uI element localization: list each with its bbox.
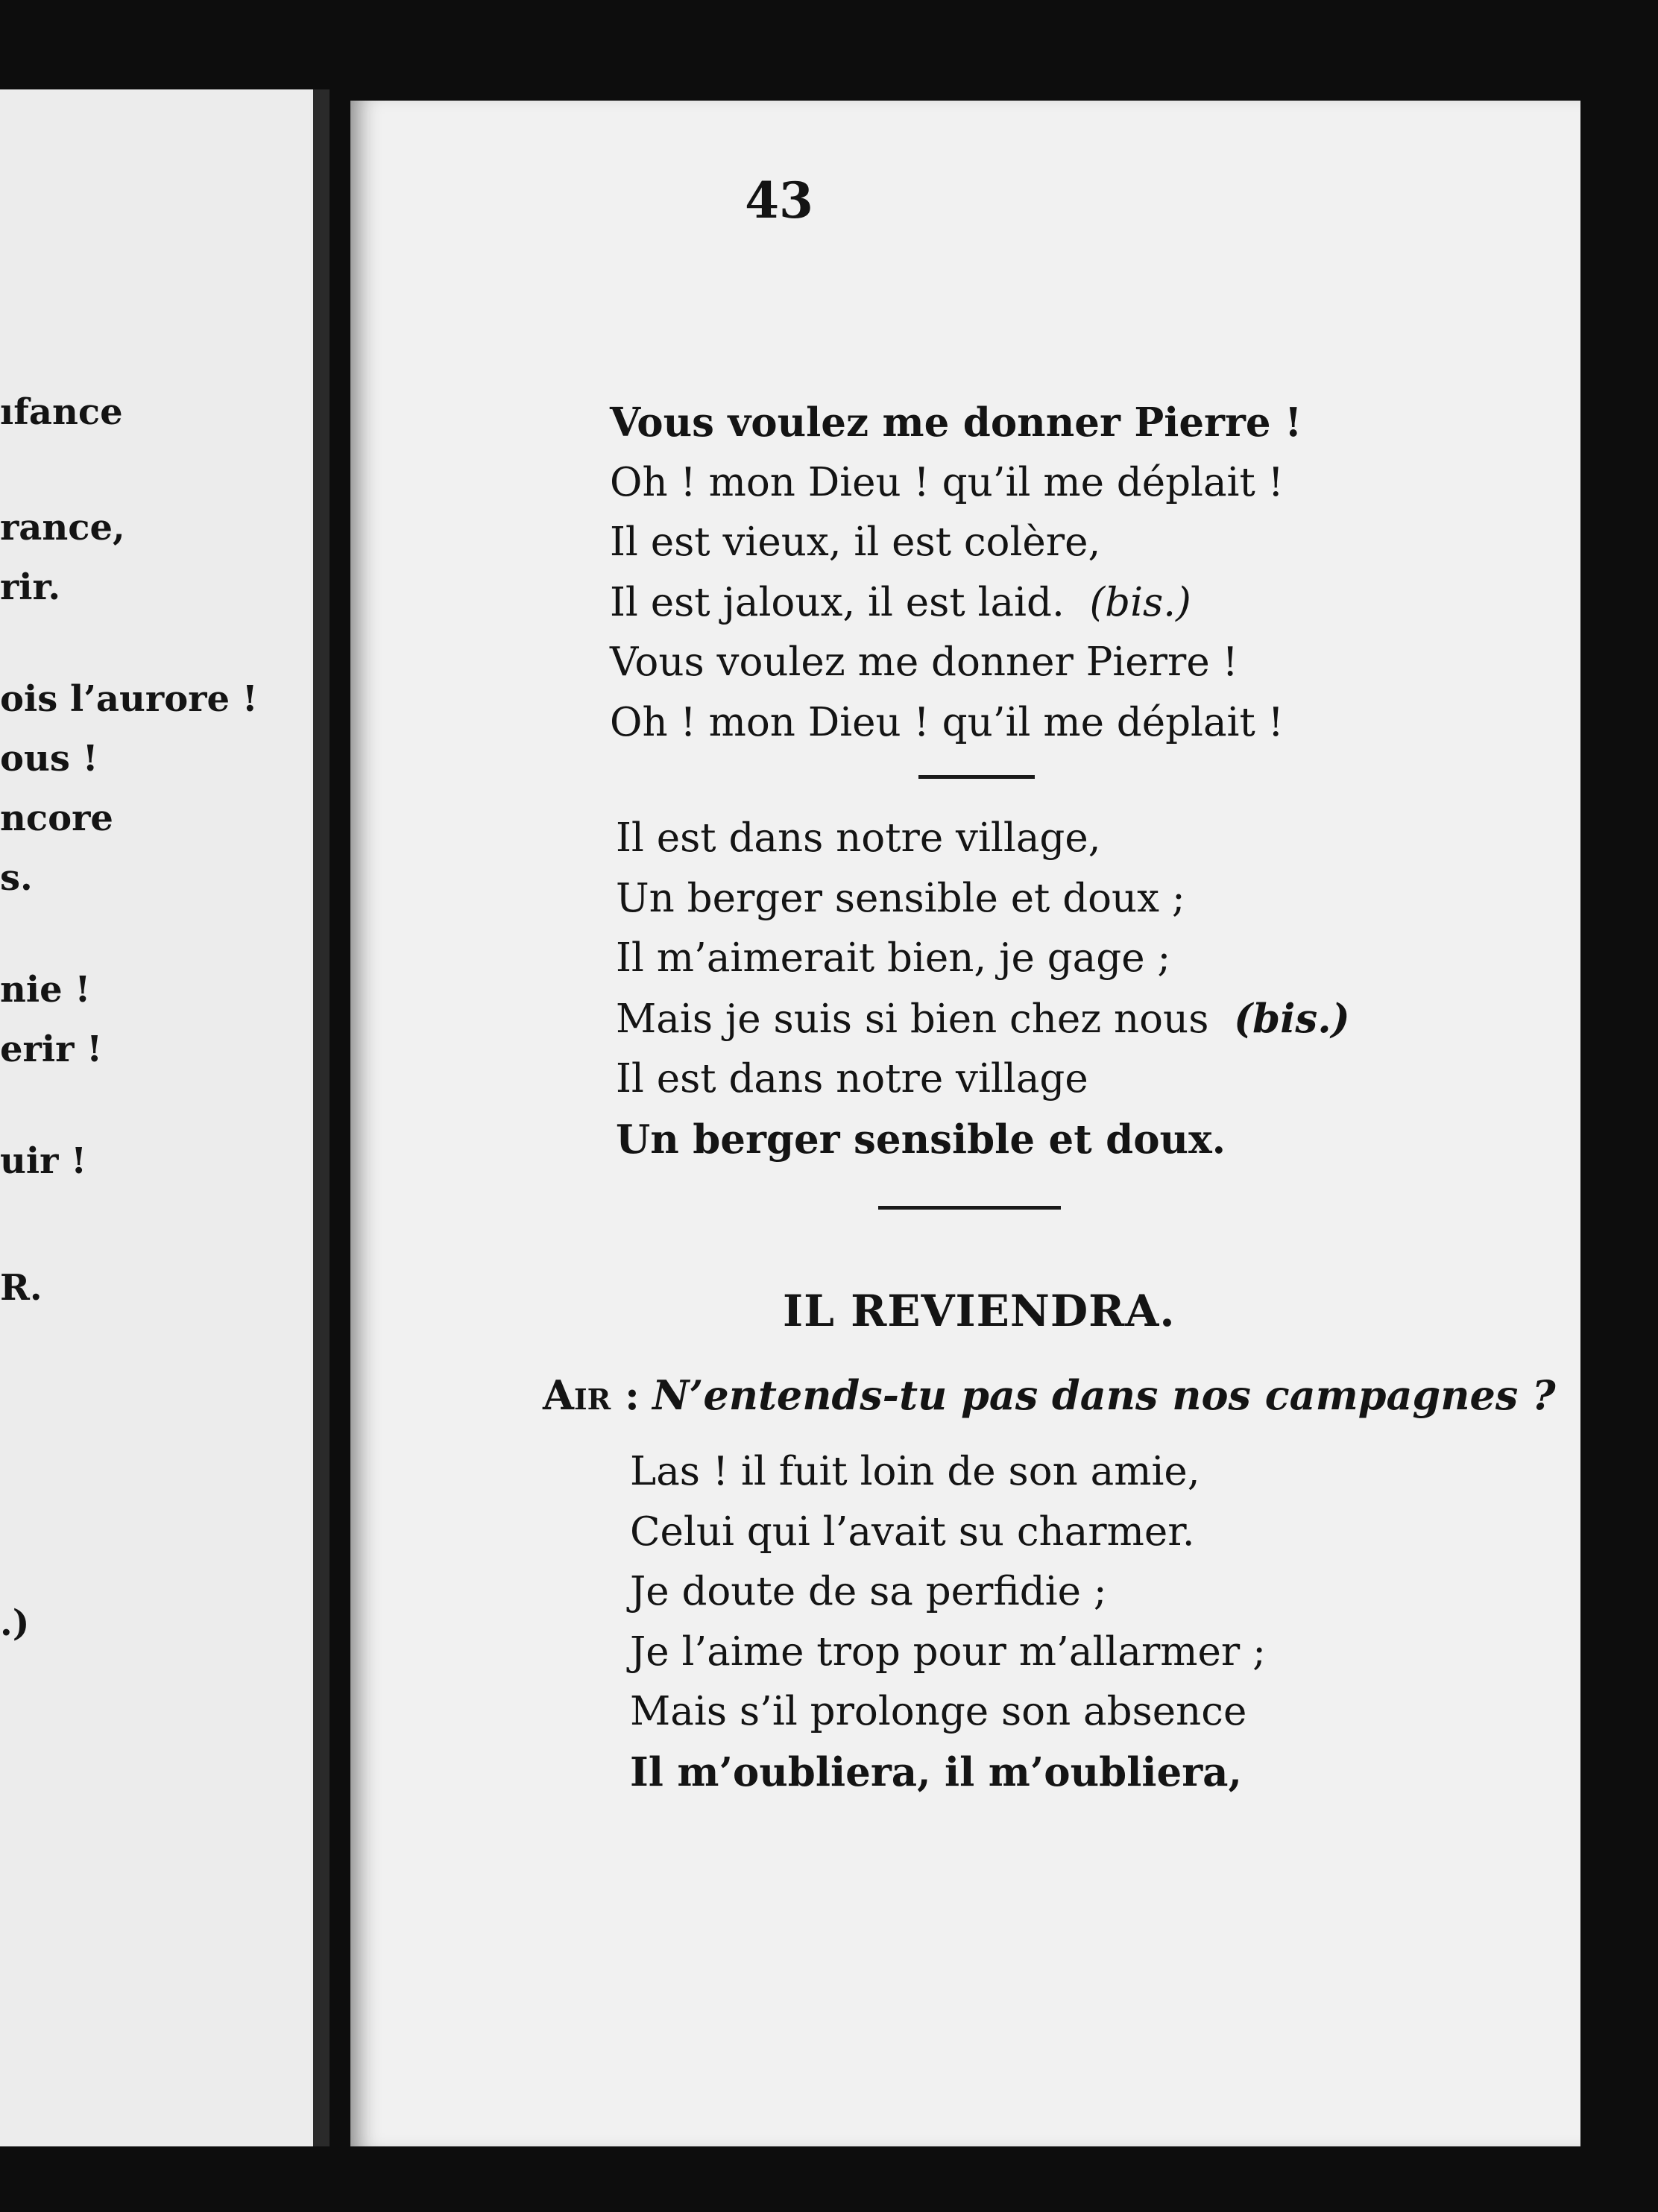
left-page-fragment: ous ! — [0, 738, 98, 780]
verse-line: Oh ! mon Dieu ! qu’il me déplait ! — [610, 699, 1284, 745]
verse-line-text: Il est jaloux, il est laid. — [610, 579, 1065, 625]
left-page-fragment: uir ! — [0, 1140, 87, 1182]
left-page — [0, 89, 330, 2146]
left-page-fragment: ncore — [0, 797, 113, 839]
verse-line: Mais s’il prolonge son absence — [630, 1689, 1247, 1734]
air-tune: N’entends-tu pas dans nos campagnes ? — [652, 1371, 1556, 1419]
bis-marker: (bis.) — [1234, 995, 1350, 1042]
left-page-fragment: s. — [0, 857, 33, 899]
verse-line: Il m’oubliera, il m’oubliera, — [630, 1748, 1242, 1795]
verse-line: Vous voulez me donner Pierre ! — [610, 639, 1238, 685]
verse-line-text: Mais je suis si bien chez nous — [616, 996, 1209, 1042]
air-label: Air : — [543, 1371, 640, 1419]
section-divider — [878, 1206, 1061, 1210]
stanza-3 — [630, 1442, 1266, 1802]
verse-line: Un berger sensible et doux. — [616, 1116, 1226, 1163]
verse-line: Las ! il fuit loin de son amie, — [630, 1449, 1200, 1494]
left-page-fragment: rance, — [0, 507, 125, 549]
stanza-divider — [918, 775, 1035, 779]
verse-line: Il est vieux, il est colère, — [610, 519, 1101, 565]
verse-line: Vous voulez me donner Pierre ! — [610, 399, 1302, 446]
left-page-fragment: rir. — [0, 566, 61, 608]
song-title: IL REVIENDRA. — [783, 1286, 1176, 1336]
left-page-fragment: R. — [0, 1267, 42, 1309]
left-page-fragment: nie ! — [0, 969, 91, 1011]
left-page-fragment: erir ! — [0, 1028, 103, 1070]
bis-marker: (bis.) — [1089, 579, 1191, 625]
verse-line: Oh ! mon Dieu ! qu’il me déplait ! — [610, 459, 1284, 505]
verse-line: Il m’aimerait bien, je gage ; — [616, 935, 1171, 981]
left-page-fragment: .) — [0, 1602, 30, 1644]
stanza-2 — [616, 809, 1350, 1169]
page-number: 43 — [745, 171, 813, 230]
verse-line: Un berger sensible et doux ; — [616, 875, 1185, 921]
verse-line: Je l’aime trop pour m’allarmer ; — [630, 1628, 1266, 1675]
verse-line: Je doute de sa perfidie ; — [630, 1569, 1107, 1614]
left-page-fragment: ois l’aurore ! — [0, 678, 258, 720]
left-page-fragment: ıfance — [0, 391, 123, 433]
verse-line — [610, 573, 1302, 633]
verse-line: Il est dans notre village, — [616, 815, 1101, 861]
verse-line: Il est dans notre village — [616, 1056, 1088, 1102]
verse-line — [616, 989, 1350, 1050]
verse-line: Celui qui l’avait su charmer. — [630, 1508, 1195, 1555]
stanza-1 — [610, 393, 1302, 753]
air-line — [543, 1371, 1556, 1419]
